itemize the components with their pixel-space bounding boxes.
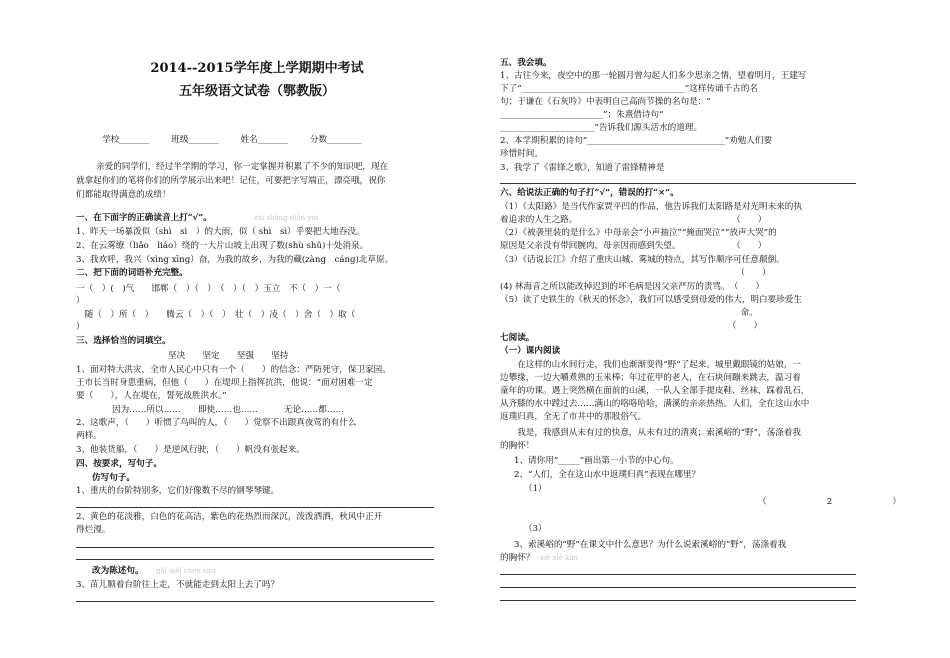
question-line: 2、本学期积累的诗句“________________________________”劝勉人们要 [500,136,773,146]
answer-label: （3） [524,524,547,534]
question-line: 原因是父亲没有带回腕肉，母亲因而感到失望。 （ ） [500,241,767,251]
question-line: 王市长当时身患重病，但他（ ）在堤坝上指挥抗洪，他说：“面对困难一定 [76,378,373,388]
question-line: （1）《太阳路》是当代作家贾平凹的作品，他告诉我们太阳路是对光明未来的执 [500,202,802,212]
passage-line: 返璞归真，全无了市井中的那股俗气。 [500,412,647,422]
question-line: 命。 [500,308,758,318]
question-line: ________________________”；朱熹借诗句“ [500,110,664,120]
answer-line[interactable] [500,600,856,601]
passage-line: 在这样的山水间行走，我们也渐渐变得“野”了起来。城里戴眼镜的姑娘，一 [500,360,801,370]
section-2-title: 二、把下面的词语补充完整。 [76,268,188,278]
question-line: 的胸怀？ [500,553,535,563]
answer-line[interactable] [76,547,434,548]
passage-line: 边攀缘，一边大嚼煮熟的玉米棒；年过花甲的老人，在石块间蹦来跳去，温习着 [500,373,801,383]
question-line: （ ） [500,268,771,278]
passage-line: 我是，我感到从未有过的快意，从未有过的清爽；索溪峪的“野”，荡涤着我 [500,428,801,438]
section-7-title: 七阅读。 [500,333,535,343]
class-field[interactable]: 班级_______ [171,135,219,145]
question-line: 3、索溪峪的“野”在课文中什么意思？为什么说索溪峪的“野”，荡涤着我 [514,540,787,550]
exam-subtitle: 五年级语文试卷（鄂教版） [178,84,335,99]
question-line: 1、重庆的台阶特别多，它们好像数不尽的钢琴琴键。 [76,486,280,496]
question-line: 要（ ），人在堤在，誓死战胜洪水。” [76,391,227,401]
passage-line: 童年的功课。遇上突然横在面前的山溪，一队人全部手提皮鞋、丝袜，踩着乱石， [500,386,810,396]
question-line: 2、这歌声，（ ）听惯了鸟叫的人，（ ）觉察不出跟真夜莺的有什么 [76,418,357,428]
school-field[interactable]: 学校_______ [102,135,150,145]
question-line: 2、“人们，全在这山水中返璞归真”表现在哪里？ [514,470,701,480]
word-choices: 因为……所以…… 即使……也…… 无论……都…… [112,405,345,415]
answer-line[interactable] [500,183,856,184]
passage-line: 从齐膝的水中蹚过去……满山的咯咯哈哈，满溪的亲亲热热。人们，全在这山水中 [500,399,810,409]
intro-line: 亲爱的同学们，经过半学期的学习，你一定掌握并积累了不少的知识吧，现在 [96,162,389,172]
question-line: ） [76,322,85,332]
question-line: 两样。 [76,431,102,441]
exam-title: 2014--2015学年度上学期期中考试 [150,61,364,76]
question-line: 3、他装货船，（ ）是逆风行驶，（ ）帆没有张起来。 [76,445,305,455]
question-line: 下了“______________________________________”这样传诵千古的名 [500,84,759,94]
name-field[interactable]: 姓名_______ [240,135,288,145]
question-line: ______________________”告诉我们源头活水的道理。 [500,123,703,133]
score-field[interactable]: 分数________ [309,135,362,145]
question-line: （2）《被袭里装的是什么》中母亲会“小声抽泣”“掩面哭泣”“放声大哭”的 [500,228,777,238]
question-line: 1、面对特大洪灾，全市人民心中只有一个（ ）的信念：严防死守，保卫家园。 [76,365,391,375]
question-line: 3、我学了《雷锋之歌》，知道了雷锋精神是 [500,163,665,173]
question-line: (4) 林海音之所以能改掉迟到的坏毛病是因父亲严厉的责骂。 （ ） [500,282,765,292]
question-line: 句；于谦在《石灰吟》中表明自己高尚节操的名句是：“ [500,97,711,107]
passage-line: 的胸怀！ [500,441,535,451]
pinyin-watermark: zài shàng diǎn yìn [254,214,319,222]
question-line: （3）《话说长江》介绍了重庆山城、雾城的特点，其写作顺序可任意颠倒。 [500,255,785,265]
subsection-title: 仿写句子。 [92,473,135,483]
section-5-title: 五、我会填。 [500,58,552,68]
answer-line[interactable] [76,601,434,602]
question-line: 2、黄色的花淡雅，白色的花高洁，紫色的花热烈而深沉，泼泼洒洒，秋风中正开 [76,512,383,522]
question-line: （ ） [500,321,763,331]
answer-line[interactable] [76,507,434,508]
question-line: 1、昨天一场暴泼似（shì sì ）的大雨，似（ shì sì）乎要把大地吞没。 [76,227,365,237]
pinyin-watermark: xiě xiě kàn [540,554,579,562]
subsection-title: （一）课内阅读 [500,346,561,356]
question-line: 3、我欢呼，我兴（xìng xīng）奋，为我的故乡，为我的藏(zàng cáng)北草原。 [76,255,394,265]
question-line: 1、古往今来，夜空中的那一轮圆月曾勾起人们多少思亲之情，望着明月，王建写 [500,71,807,81]
section-4-title: 四、按要求，写句子。 [76,459,162,469]
question-line: ） [76,296,85,306]
answer-label: （ 2 ） [758,497,901,507]
word-choices: 坚决 坚定 坚强 坚持 [168,351,289,361]
intro-line: 们都能取得满意的成绩！ [76,190,171,200]
section-1-title: 一、在下面字的正确读音上打“√”。 [76,213,212,223]
answer-line[interactable] [500,587,856,588]
section-3-title: 三、选择恰当的词填空。 [76,336,171,346]
question-line: 2、在云雾缭（liǎo liáo）绕的一大片山坡上出现了数(shù shǔ)十处消泉。 [76,241,369,251]
question-line: 一（ ）( )气 邯郸（ ）（ ） （ ）（ ）玉立 不（ ）一（ [76,284,350,294]
question-line: 1、请你用“_____”画出第一小节的中心句。 [514,456,679,466]
subsection-title: 改为陈述句。 [92,566,144,576]
question-line: 3、苗儿顺着台阶往上走，不就能走到太阳上去了吗？ [76,580,280,590]
intro-line: 就拿起你们的笔将你们的所学展示出来吧！记住，可要把字写端正，漂亮哦，祝你 [76,176,386,186]
question-line: 随（ ）所（ ） 腾云（ ）（ ） 壮（ ）凌（ ）舍（ ）取（ [76,310,356,320]
student-info-fields [102,135,383,146]
pinyin-watermark: gǎi wéi chén shù [156,567,216,575]
answer-line[interactable] [76,559,434,560]
answer-label: （1） [524,484,547,494]
question-line: 得烂漫。 [76,525,111,535]
question-line: （5）读了史铁生的《秋天的怀念》，我们可以感受到母爱的伟大，明白要珍爱生 [500,295,802,305]
answer-line[interactable] [500,574,856,575]
section-6-title: 六、给说法正确的句子打“√”，错误的打“×”。 [500,188,679,198]
question-line: 珍惜时间。 [500,149,543,159]
question-line: 着追求的人生之路。 （ ） [500,215,767,225]
